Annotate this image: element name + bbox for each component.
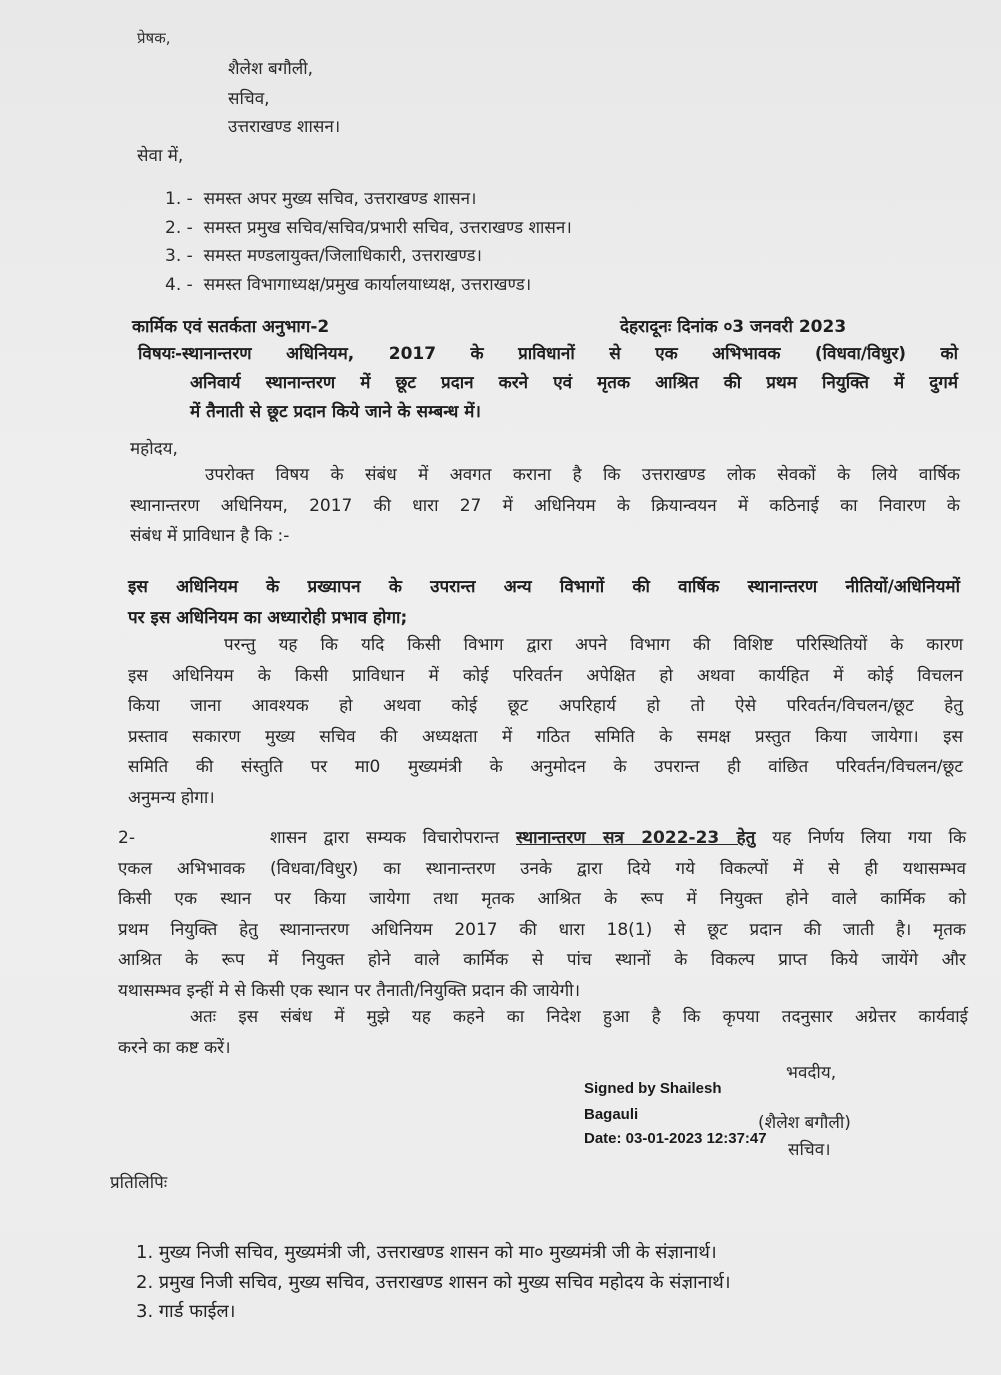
copy-item <box>136 1240 717 1264</box>
recipient-item <box>165 215 572 238</box>
proviso-line: किया जाना आवश्यक हो अथवा कोई छूट अपरिहार्य हो तो ऐसे परिवर्तन/विचलन/छूट हेतु <box>128 696 963 716</box>
sender-designation: सचिव, <box>228 89 270 109</box>
signatory-name: (शैलेश बगौली) <box>758 1113 851 1133</box>
copy-item <box>136 1299 235 1323</box>
recipient-number: 3. - <box>165 246 193 266</box>
digital-signature-line: Bagauli <box>584 1106 639 1123</box>
paragraph-2 <box>118 823 966 1006</box>
paragraph-line: आश्रित के रूप में नियुक्त होने वाले कार्मिक से पांच स्थानों के विकल्प प्राप्त किये जायेंगे और <box>118 950 966 970</box>
paragraph-line: स्थानान्तरण अधिनियम, 2017 की धारा 27 में अधिनियम के क्रियान्वयन में कठिनाई का निवारण के <box>130 495 960 516</box>
recipient-text: समस्त अपर मुख्य सचिव, उत्तराखण्ड शासन। <box>203 189 477 209</box>
paragraph-line: उपरोक्त विषय के संबंध में अवगत कराना है कि उत्तराखण्ड लोक सेवकों के लिये वार्षिक <box>205 465 960 485</box>
copy-text: मुख्य निजी सचिव, मुख्यमंत्री जी, उत्तराखण्ड शासन को मा० मुख्यमंत्री जी के संज्ञानार्थ। <box>158 1242 717 1263</box>
recipient-text: समस्त प्रमुख सचिव/सचिव/प्रभारी सचिव, उत्तराखण्ड शासन। <box>203 218 572 238</box>
proviso-line: समिति की संस्तुति पर मा0 मुख्यमंत्री के अनुमोदन के उपरान्त ही वांछित परिवर्तन/विचलन/छूट <box>128 757 963 777</box>
paragraph-1 <box>130 460 960 552</box>
proviso-line: अनुमन्य होगा। <box>128 787 215 808</box>
subject-line: विषयः-स्थानान्तरण अधिनियम, 2017 के प्राविधानों से एक अभिभावक (विधवा/विधुर) को <box>138 344 958 364</box>
paragraph-number: 2- <box>118 828 135 848</box>
recipients-label: सेवा में, <box>137 146 184 166</box>
recipient-text: समस्त मण्डलायुक्त/जिलाधिकारी, उत्तराखण्ड। <box>203 246 482 266</box>
proviso-paragraph <box>128 630 963 813</box>
paragraph-line: प्रथम नियुक्ति हेतु स्थानान्तरण अधिनियम 2017 की धारा 18(1) से छूट प्रदान की जाती है। मृतक <box>118 919 966 940</box>
recipient-item <box>165 243 482 266</box>
paragraph-line: अतः इस संबंध में मुझे यह कहने का निदेश हुआ है कि कृपया तदनुसार अग्रेत्तर कार्यवाई <box>190 1007 968 1027</box>
copy-text: गार्ड फाईल। <box>158 1301 236 1322</box>
copy-label: प्रतिलिपिः <box>110 1173 168 1193</box>
digital-signature-date: Date: 03-01-2023 12:37:47 <box>584 1130 767 1147</box>
paragraph-3 <box>118 1002 968 1063</box>
paragraph-line: एकल अभिभावक (विधवा/विधुर) का स्थानान्तरण उनके द्वारा दिये गये विकल्पों में से ही यथासम्भव <box>118 858 966 879</box>
sender-label: प्रेषक, <box>137 29 171 47</box>
recipient-item <box>165 186 477 209</box>
quote-line: पर इस अधिनियम का अध्यारोही प्रभाव होगा; <box>128 608 408 628</box>
sender-name: शैलेश बगौली, <box>228 59 314 79</box>
digital-signature-line: Signed by Shailesh <box>584 1080 722 1097</box>
copy-number: 1. <box>136 1242 154 1263</box>
proviso-line: इस अधिनियम के किसी प्राविधान में कोई परिवर्तन अपेक्षित हो अथवा कार्यहित में कोई विचलन <box>128 665 963 686</box>
recipient-item <box>165 272 531 295</box>
paragraph-line: संबंध में प्राविधान है कि :- <box>130 526 290 546</box>
transfer-session-highlight: स्थानान्तरण सत्र 2022-23 हेतु <box>516 828 756 848</box>
closing: भवदीय, <box>786 1063 837 1083</box>
subject-line: में तैनाती से छूट प्रदान किये जाने के सम्बन्ध में। <box>190 402 481 422</box>
paragraph-line: करने का कष्ट करें। <box>118 1037 231 1058</box>
subject-line: अनिवार्य स्थानान्तरण में छूट प्रदान करने एवं मृतक आश्रित की प्रथम नियुक्ति में दुगर्म <box>190 373 958 393</box>
copy-number: 3. <box>136 1301 154 1322</box>
recipient-number: 1. - <box>165 189 193 209</box>
paragraph-text: शासन द्वारा सम्यक विचारोपरान्त <box>269 828 500 848</box>
signatory-designation: सचिव। <box>788 1140 831 1160</box>
proviso-line: परन्तु यह कि यदि किसी विभाग द्वारा अपने विभाग की विशिष्ट परिस्थितियों के कारण <box>224 635 963 655</box>
paragraph-line: किसी एक स्थान पर किया जायेगा तथा मृतक आश्रित के रूप में नियुक्त होने वाले कार्मिक को <box>118 889 966 909</box>
section-name: कार्मिक एवं सतर्कता अनुभाग-2 <box>132 317 330 337</box>
subject <box>138 340 958 427</box>
copy-text: प्रमुख निजी सचिव, मुख्य सचिव, उत्तराखण्ड शासन को मुख्य सचिव महोदय के संज्ञानार्थ। <box>158 1272 731 1293</box>
paragraph-line: यथासम्भव इन्हीं मे से किसी एक स्थान पर तैनाती/नियुक्ति प्रदान की जायेगी। <box>118 980 581 1001</box>
recipient-number: 2. - <box>165 218 193 238</box>
quoted-provision <box>128 572 960 634</box>
sender-office: उत्तराखण्ड शासन। <box>228 117 341 137</box>
quote-line: इस अधिनियम के प्रख्यापन के उपरान्त अन्य विभागों की वार्षिक स्थानान्तरण नीतियों/अधिनियमों <box>128 577 960 597</box>
recipient-text: समस्त विभागाध्यक्ष/प्रमुख कार्यालयाध्यक्ष, उत्तराखण्ड। <box>203 275 532 295</box>
copy-number: 2. <box>136 1272 154 1293</box>
recipient-number: 4. - <box>165 275 193 295</box>
paragraph-2-first-line <box>118 823 966 854</box>
salutation: महोदय, <box>130 439 178 459</box>
copy-item <box>136 1270 731 1294</box>
proviso-line: प्रस्ताव सकारण मुख्य सचिव की अध्यक्षता में गठित समिति के समक्ष प्रस्तुत किया जायेगा। इस <box>128 726 963 747</box>
place-date: देहरादूनः दिनांक ०3 जनवरी 2023 <box>620 317 847 337</box>
paragraph-text: यह निर्णय लिया गया कि <box>772 828 967 848</box>
